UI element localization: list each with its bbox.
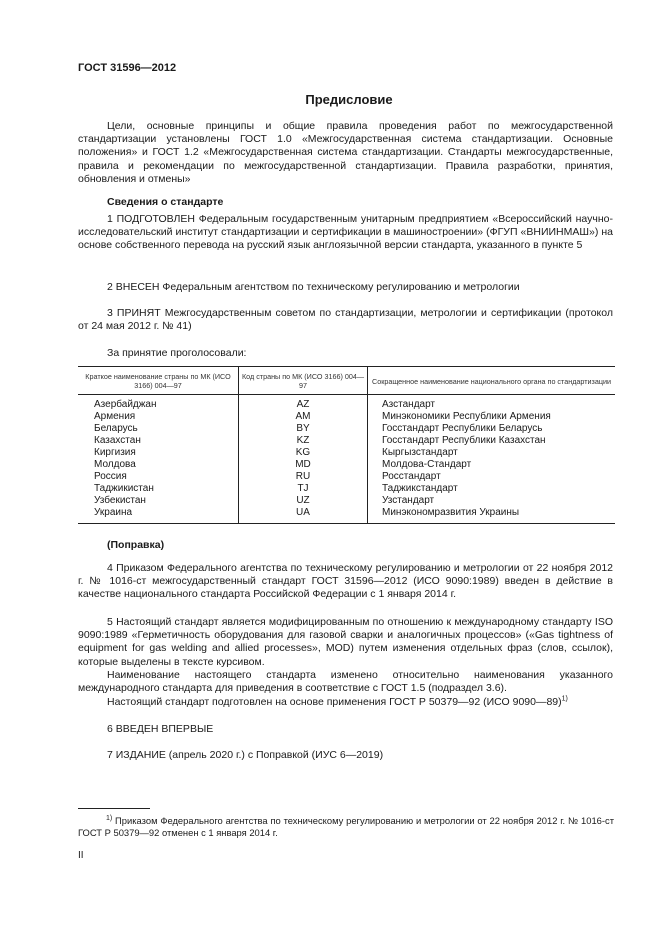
country-code: UZ bbox=[239, 495, 368, 507]
table-row bbox=[78, 423, 615, 435]
table-row bbox=[78, 495, 615, 507]
country-code: UA bbox=[239, 507, 368, 524]
standards-body: Молдова-Стандарт bbox=[368, 459, 616, 471]
item-4-paragraph: 4 Приказом Федерального агентства по техническому регулированию и метрологии от 22 ноября 2012 г. № 1016-ст межгосударственный стандарт ГОСТ 31596—2012 (ИСО 9090:1989) введен в действие в качестве национального стандарта Российской Федерации с 1 января 2014 г. bbox=[78, 562, 613, 601]
amendment-label: (Поправка) bbox=[107, 539, 165, 551]
standards-body: Росстандарт bbox=[368, 471, 616, 483]
item-5-paragraph-1: 5 Настоящий стандарт является модифицированным по отношению к международному стандарту ISO 9090:1989 «Герметичность оборудования для газовой сварки и аналогичных процессов» («Gas tightness of equipment for gas welding and allied processes», MOD) путем изменения отдельных фраз (слов, ссылок), которые выделены в тексте курсивом. bbox=[78, 616, 613, 668]
standards-body: Госстандарт Республики Беларусь bbox=[368, 423, 616, 435]
item-6-paragraph: 6 ВВЕДЕН ВПЕРВЫЕ bbox=[107, 723, 214, 735]
item-2-paragraph: 2 ВНЕСЕН Федеральным агентством по техническому регулированию и метрологии bbox=[107, 281, 520, 293]
standards-body: Госстандарт Республики Казахстан bbox=[368, 435, 616, 447]
table-header-row bbox=[78, 367, 615, 395]
country-code: TJ bbox=[239, 483, 368, 495]
country-code: KG bbox=[239, 447, 368, 459]
footnote-reference: 1) bbox=[561, 695, 568, 703]
table-row bbox=[78, 411, 615, 423]
table-row bbox=[78, 507, 615, 524]
table-row bbox=[78, 435, 615, 447]
item-7-paragraph: 7 ИЗДАНИЕ (апрель 2020 г.) с Поправкой (ИУС 6—2019) bbox=[107, 749, 384, 761]
item-1-paragraph: 1 ПОДГОТОВЛЕН Федеральным государственным унитарным предприятием «Всероссийский научно-исследовательский институт стандартизации и сертификации в машиностроении» (ФГУП «ВНИИНМАШ») на основе собственного перевода на русский язык англоязычной версии стандарта, указанного в пункте 5 bbox=[78, 213, 613, 252]
voted-label: За принятие проголосовали: bbox=[107, 347, 247, 359]
country-code: AM bbox=[239, 411, 368, 423]
section-heading: Сведения о стандарте bbox=[107, 196, 224, 208]
header-standards-body: Сокращенное наименование национального органа по стандартизации bbox=[368, 367, 616, 395]
item-5-paragraph-3 bbox=[78, 696, 613, 709]
country-name: Таджикистан bbox=[94, 483, 154, 494]
header-country-name: Краткое наименование страны по МК (ИСО 3166) 004—97 bbox=[78, 367, 239, 395]
footnote-mark: 1) bbox=[106, 814, 113, 822]
voting-table bbox=[78, 366, 615, 524]
item-3-paragraph: 3 ПРИНЯТ Межгосударственным советом по стандартизации, метрологии и сертификации (протокол от 24 мая 2012 г. № 41) bbox=[78, 307, 613, 333]
country-name: Азербайджан bbox=[94, 399, 157, 410]
footnote-text: Приказом Федерального агентства по техническому регулированию и метрологии от 22 ноября 2012 г. № 1016-ст ГОСТ Р 50379—92 отменен с 1 января 2014 г. bbox=[78, 815, 614, 838]
table-row bbox=[78, 483, 615, 495]
country-name: Молдова bbox=[94, 459, 136, 470]
standards-body: Узстандарт bbox=[368, 495, 616, 507]
country-name: Киргизия bbox=[94, 447, 136, 458]
standards-body: Таджикстандарт bbox=[368, 483, 616, 495]
country-name: Узбекистан bbox=[94, 495, 146, 506]
country-code: BY bbox=[239, 423, 368, 435]
intro-paragraph: Цели, основные принципы и общие правила проведения работ по межгосударственной стандартизации установлены ГОСТ 1.0 «Межгосударственная система стандартизации. Основные положения» и ГОСТ 1.2 «Межгосударственная система стандартизации. Стандарты межгосударственные, правила и рекомендации по межгосударственной стандартизации. Правила разработки, принятия, обновления и отмены» bbox=[78, 120, 613, 185]
header-country-code: Код страны по МК (ИСО 3166) 004—97 bbox=[239, 367, 368, 395]
item-5-paragraph-2: Наименование настоящего стандарта изменено относительно наименования указанного международного стандарта для приведения в соответствие с ГОСТ 1.5 (подраздел 3.6). bbox=[78, 669, 613, 695]
country-code: MD bbox=[239, 459, 368, 471]
standards-body: Минэкономики Республики Армения bbox=[368, 411, 616, 423]
country-name: Украина bbox=[78, 507, 239, 524]
country-name: Беларусь bbox=[94, 423, 138, 434]
footnote-divider bbox=[78, 808, 150, 809]
standard-code-header: ГОСТ 31596—2012 bbox=[78, 62, 177, 74]
country-code: RU bbox=[239, 471, 368, 483]
country-name: Россия bbox=[94, 471, 127, 482]
country-name: Армения bbox=[94, 411, 136, 422]
standards-body: Азстандарт bbox=[368, 395, 616, 412]
page-title: Предисловие bbox=[305, 92, 393, 107]
country-code: KZ bbox=[239, 435, 368, 447]
table-row bbox=[78, 459, 615, 471]
table-row bbox=[78, 471, 615, 483]
country-code: AZ bbox=[239, 395, 368, 412]
standards-body: Минэкономразвития Украины bbox=[368, 507, 616, 524]
item-5-paragraph-3-text: Настоящий стандарт подготовлен на основе применения ГОСТ Р 50379—92 (ИСО 9090—89) bbox=[107, 696, 562, 708]
table-row bbox=[78, 395, 615, 412]
standards-body: Кыргызстандарт bbox=[368, 447, 616, 459]
footnote bbox=[78, 815, 614, 839]
country-name: Казахстан bbox=[94, 435, 141, 446]
page-number: II bbox=[78, 850, 84, 861]
table-row bbox=[78, 447, 615, 459]
